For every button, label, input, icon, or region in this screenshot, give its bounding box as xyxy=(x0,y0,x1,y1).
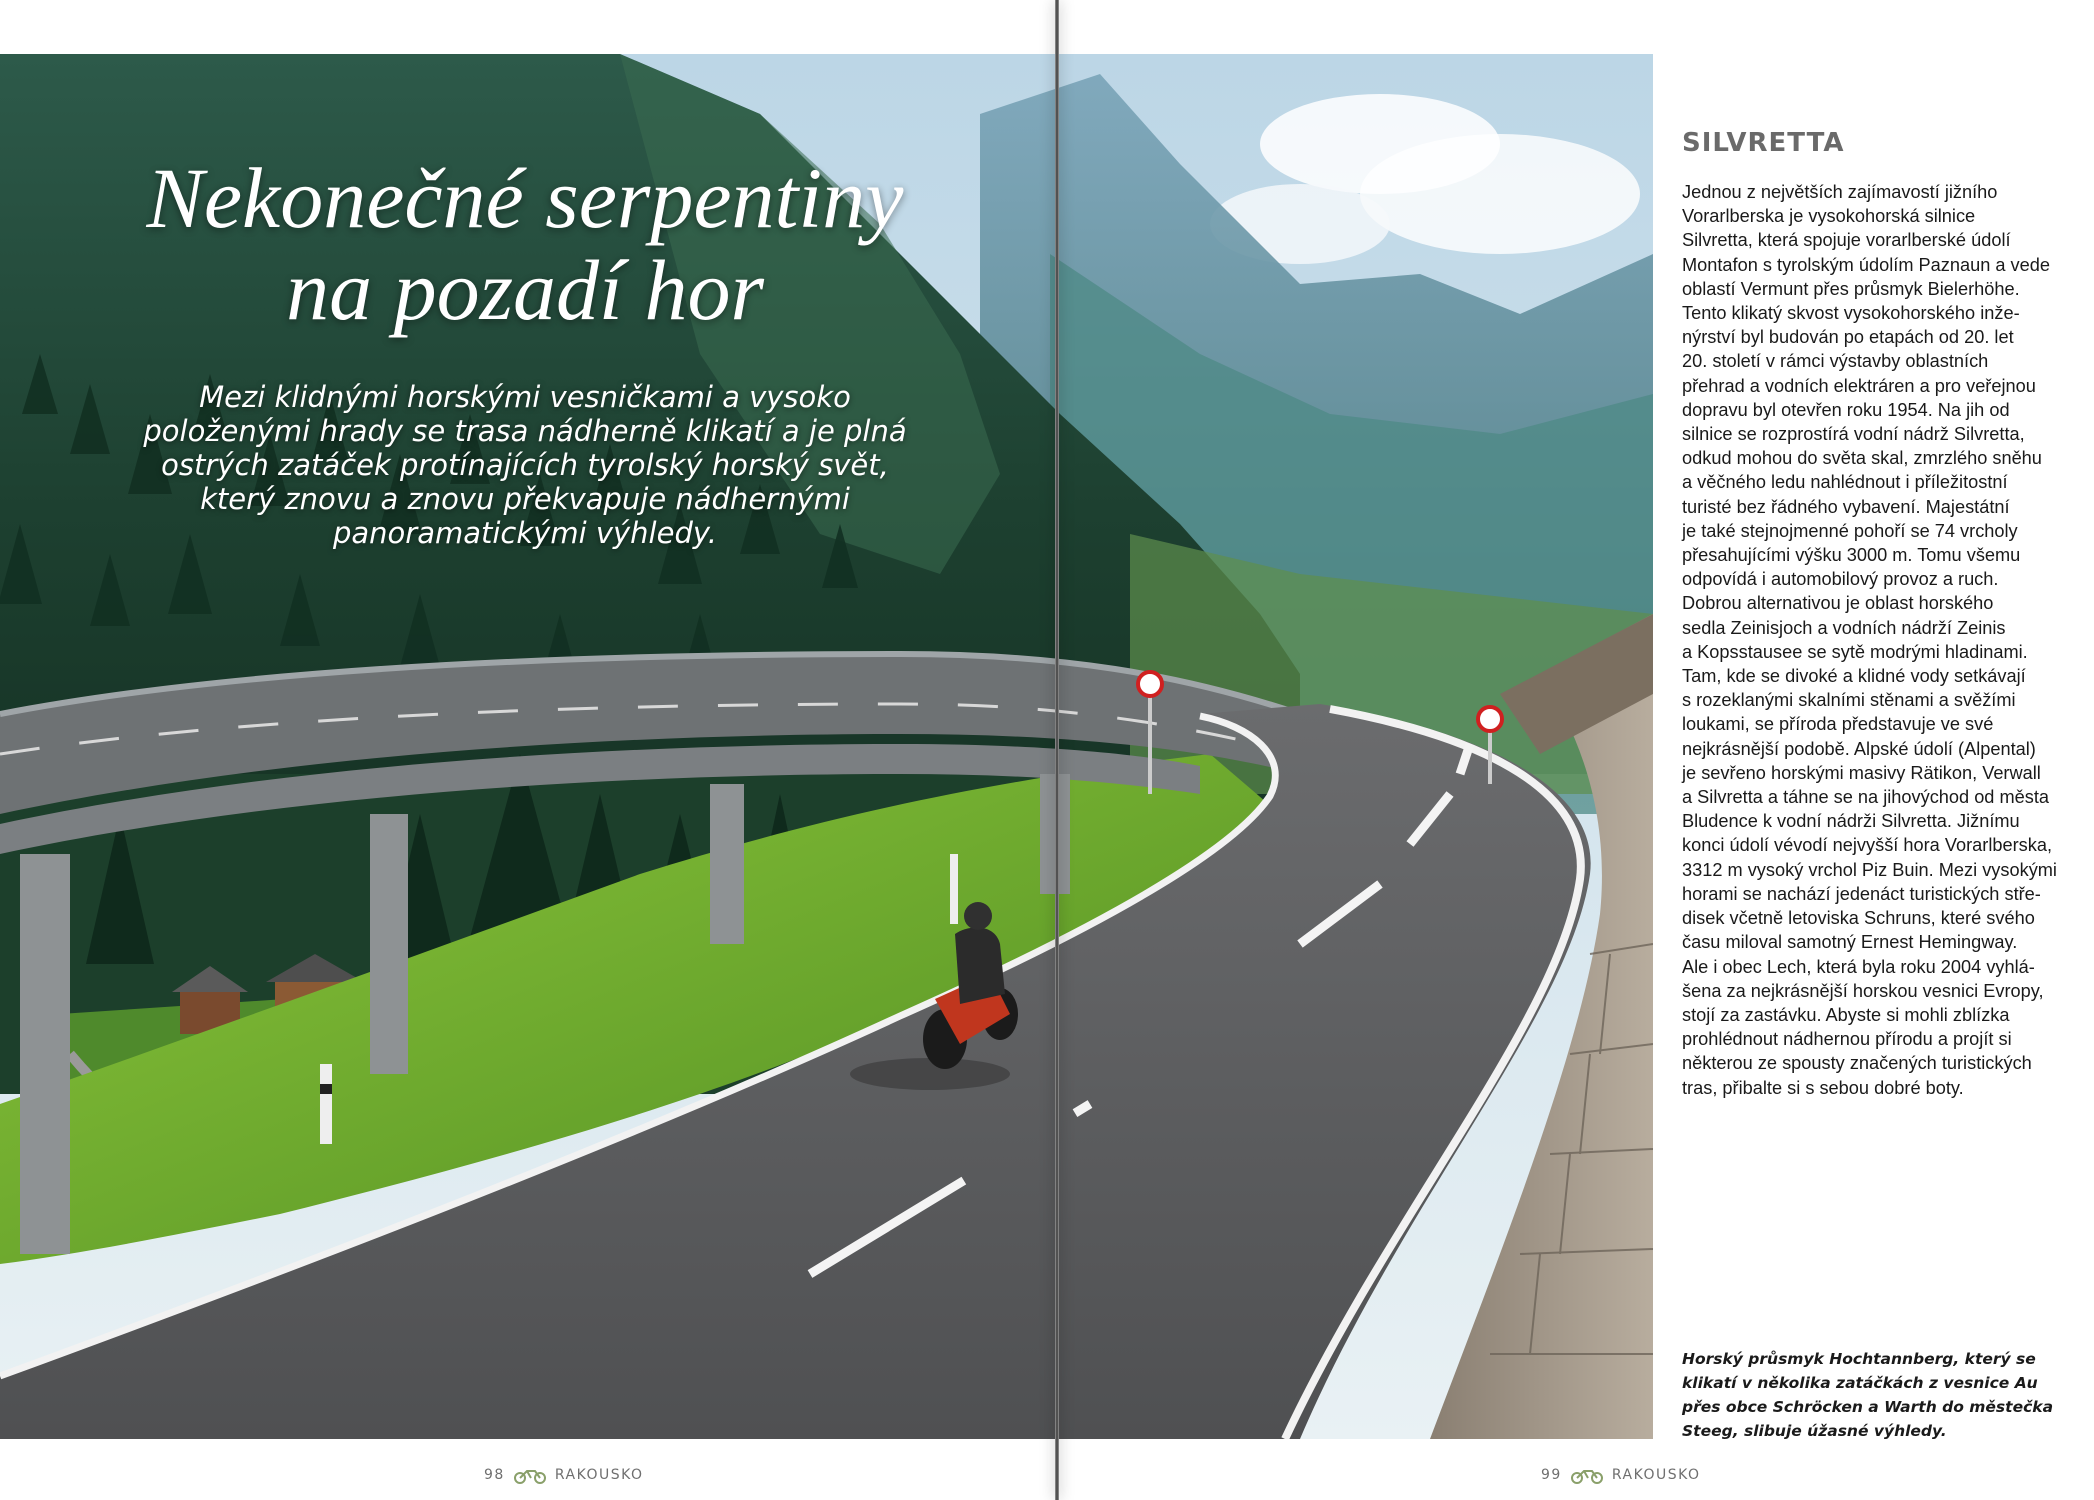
sidebar-line: Bludence k vodní nádrži Silvretta. Jižnímu xyxy=(1682,811,2020,832)
lead-paragraph: Mezi klidnými horskými vesničkami a vysoko položenými hrady se trasa nádherně klikatí a je plná ostrých zatáček protínajících tyrolský horský svět, který znovu a znovu překvapuje nádhernými panoramatickými výhledy. xyxy=(143,380,907,550)
caption-line: Horský průsmyk Hochtannberg, který se xyxy=(1682,1350,2036,1368)
sidebar-title: SILVRETTA xyxy=(1682,128,1845,158)
sidebar-line: Dobrou alternativou je oblast horského xyxy=(1682,593,1994,614)
sidebar-line: odkud mohou do světa skal, zmrzlého sněhu xyxy=(1682,448,2042,469)
sidebar-line: Tento klikatý skvost vysokohorského inže- xyxy=(1682,303,2020,324)
sidebar-line: nejkrásnější podobě. Alpské údolí (Alpental) xyxy=(1682,738,2036,759)
folio-left xyxy=(484,1466,644,1484)
sidebar-line: sedla Zeinisjoch a vodních nádrží Zeinis xyxy=(1682,617,2006,638)
sidebar-line: času miloval samotný Ernest Hemingway. xyxy=(1682,932,2018,953)
headline-line-1: Nekonečné serpentiny xyxy=(146,150,904,246)
sidebar-line: Jednou z největších zajímavostí jižního xyxy=(1682,182,1998,202)
sidebar-line: stojí za zastávku. Abyste si mohli zblízka xyxy=(1682,1004,2010,1025)
sidebar-article xyxy=(1682,128,2057,1100)
page-number: 99 xyxy=(1541,1467,1562,1483)
sidebar-line: konci údolí vévodí nejvyšší hora Vorarlberska, xyxy=(1682,835,2053,856)
headline-line-2: na pozadí hor xyxy=(286,242,764,338)
sidebar-line: přehrad a vodních elektráren a pro veřejnou xyxy=(1682,375,2036,396)
section-name: RAKOUSKO xyxy=(1611,1467,1701,1483)
sidebar-line: přesahujícími výšku 3000 m. Tomu všemu xyxy=(1682,545,2021,566)
sidebar-line: je také stejnojmenné pohoří se 74 vrcholy xyxy=(1682,520,2018,541)
sidebar-line: Montafon s tyrolským údolím Paznaun a vede xyxy=(1682,254,2050,275)
page-number: 98 xyxy=(484,1467,505,1483)
sidebar-line: s rozeklanými skalními stěnami a svěžími xyxy=(1682,690,2016,711)
sidebar-line: je sevřeno horskými masivy Rätikon, Verwall xyxy=(1682,762,2041,783)
sidebar-line: nýrství byl budován po etapách od 20. let xyxy=(1682,327,2014,348)
sidebar-line: Silvretta, která spojuje vorarlberské údolí xyxy=(1682,230,2011,251)
sidebar-line: prohlédnout nádhernou přírodu a projít si xyxy=(1682,1029,2012,1050)
sidebar-line: 3312 m vysoký vrchol Piz Buin. Mezi vysokými xyxy=(1682,859,2057,880)
sidebar-line: tras, přibalte si s sebou dobré boty. xyxy=(1682,1077,1964,1098)
sidebar-line: disek včetně letoviska Schruns, které svého xyxy=(1682,908,2035,929)
sidebar-line: horami se nachází jedenáct turistických stře- xyxy=(1682,883,2041,904)
sidebar-line: turisté bez řádného vybavení. Majestátní xyxy=(1682,496,2010,517)
page-gutter xyxy=(1055,0,1059,1500)
caption-line: Steeg, slibuje úžasné výhledy. xyxy=(1682,1422,1947,1440)
sidebar-line: a Silvretta a táhne se na jihovýchod od města xyxy=(1682,787,2050,808)
sidebar-line: loukami, se příroda představuje ve své xyxy=(1682,714,1994,735)
sidebar-line: Tam, kde se divoké a klidné vody setkávají xyxy=(1682,666,2026,687)
sidebar-line: oblastí Vermunt přes průsmyk Bielerhöhe. xyxy=(1682,278,2020,299)
sidebar-line: Vorarlberska je vysokohorská silnice xyxy=(1682,206,1976,227)
sidebar-line: a Kopsstausee se sytě modrými hladinami. xyxy=(1682,641,2028,662)
folio-right xyxy=(1541,1466,1701,1484)
sidebar-line: dopravu byl otevřen roku 1954. Na jih od xyxy=(1682,399,2010,420)
caption-line: klikatí v několika zatáčkách z vesnice Au xyxy=(1682,1374,2038,1392)
motorcycle-icon xyxy=(513,1466,547,1484)
caption-line: přes obce Schröcken a Warth do městečka xyxy=(1682,1398,2054,1416)
sidebar-body xyxy=(1682,180,2057,1100)
sidebar-line: Ale i obec Lech, která byla roku 2004 vyhlá- xyxy=(1682,956,2035,977)
sidebar-line: některou ze spousty značených turistických xyxy=(1682,1053,2032,1074)
sidebar-line: a věčného ledu nahlédnout i příležitostní xyxy=(1682,472,2008,493)
sidebar-line: šena za nejkrásnější horskou vesnici Evropy, xyxy=(1682,980,2044,1001)
section-name: RAKOUSKO xyxy=(554,1467,644,1483)
sidebar-line: 20. století v rámci výstavby oblastních xyxy=(1682,351,1989,372)
motorcycle-icon xyxy=(1570,1466,1604,1484)
sidebar-line: odpovídá i automobilový provoz a ruch. xyxy=(1682,569,1999,590)
sidebar-line: silnice se rozprostírá vodní nádrž Silvretta, xyxy=(1682,424,2025,445)
photo-caption xyxy=(1682,1347,2054,1443)
headline xyxy=(60,152,990,336)
